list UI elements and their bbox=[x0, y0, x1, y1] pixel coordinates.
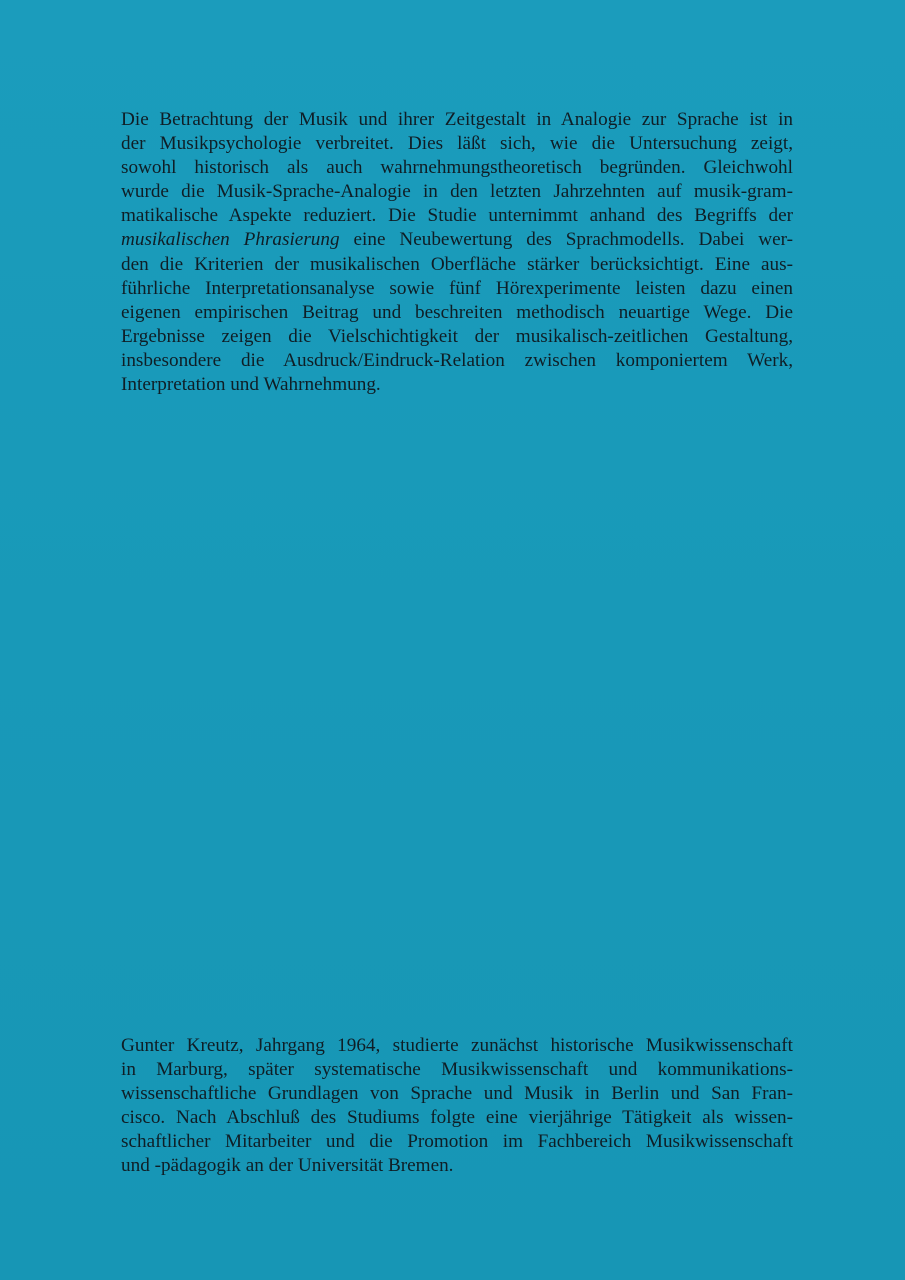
bio-line: schaftlicher Mitarbeiter und die Promotion im Fachbereich Musikwissenschaft bbox=[121, 1131, 793, 1153]
bio-line: in Marburg, später systematische Musikwissenschaft und kommunikations- bbox=[121, 1059, 793, 1081]
bio-line: und -pädagogik an der Universität Bremen. bbox=[121, 1155, 454, 1177]
abstract-line: sowohl historisch als auch wahrnehmungstheoretisch begründen. Gleichwohl bbox=[121, 157, 793, 179]
abstract-line: Interpretation und Wahrnehmung. bbox=[121, 374, 381, 396]
abstract-line: eigenen empirischen Beitrag und beschreiten methodisch neuartige Wege. Die bbox=[121, 301, 793, 323]
abstract-line-rest: eine Neubewertung des Sprachmodells. Dabei wer- bbox=[353, 229, 794, 251]
abstract-line: wurde die Musik-Sprache-Analogie in den letzten Jahrzehnten auf musik-gram- bbox=[121, 181, 793, 203]
abstract-line: der Musikpsychologie verbreitet. Dies läßt sich, wie die Untersuchung zeigt, bbox=[121, 133, 793, 155]
abstract-line: matikalische Aspekte reduziert. Die Studie unternimmt anhand des Begriffs der bbox=[121, 205, 793, 227]
author-bio-paragraph bbox=[121, 1034, 793, 1179]
abstract-line: führliche Interpretationsanalyse sowie fünf Hörexperimente leisten dazu einen bbox=[121, 277, 793, 299]
bio-line: Gunter Kreutz, Jahrgang 1964, studierte zunächst historische Musikwissenschaft bbox=[121, 1035, 793, 1056]
abstract-line-with-italic bbox=[121, 228, 793, 252]
abstract-line: den die Kriterien der musikalischen Oberfläche stärker berücksichtigt. Eine aus- bbox=[121, 253, 793, 275]
italic-term: musikalischen Phrasierung bbox=[121, 229, 340, 251]
abstract-paragraph bbox=[121, 108, 793, 397]
bio-line: wissenschaftliche Grundlagen von Sprache und Musik in Berlin und San Fran- bbox=[121, 1083, 793, 1105]
abstract-line: insbesondere die Ausdruck/Eindruck-Relation zwischen komponiertem Werk, bbox=[121, 349, 793, 371]
abstract-line: Die Betrachtung der Musik und ihrer Zeitgestalt in Analogie zur Sprache ist in bbox=[121, 109, 793, 130]
abstract-line: Ergebnisse zeigen die Vielschichtigkeit der musikalisch-zeitlichen Gestaltung, bbox=[121, 325, 793, 347]
bio-line: cisco. Nach Abschluß des Studiums folgte eine vierjährige Tätigkeit als wissen- bbox=[121, 1107, 793, 1129]
